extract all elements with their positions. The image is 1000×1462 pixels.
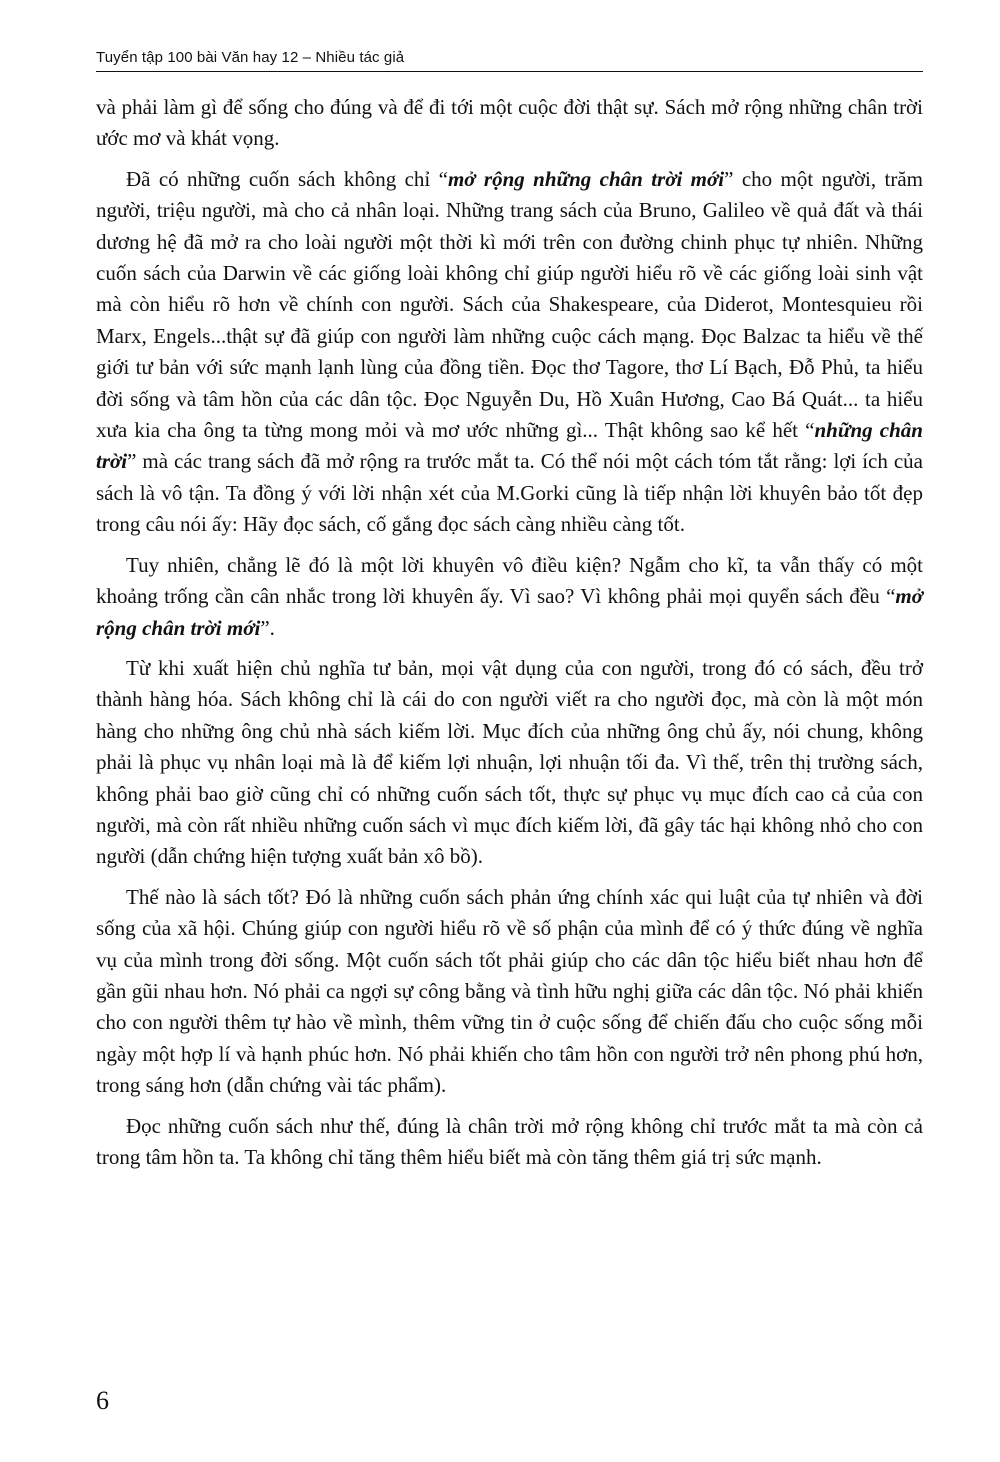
emphasis-phrase: mở rộng những chân trời mới [447, 166, 725, 191]
emphasis-phrase: những chân trời [96, 418, 923, 474]
paragraph-2: Đã có những cuốn sách không chỉ “mở rộng những chân trời mới” cho một người, trăm người, triệu người, mà cho cả nhân loại. Những trang sách của Bruno, Galileo về quả đất và thái dương hệ đã mở ra cho loài người một thời kì mới trên con đường chinh phục tự nhiên. Những cuốn sách của Darwin về các giống loài không chỉ giúp người hiểu rõ về các giống loài sinh vật mà còn hiểu rõ hơn về chính con người. Sách của Shakespeare, của Diderot, Montesquieu rồi Marx, Engels...thật sự đã giúp con người làm những cuộc cách mạng. Đọc Balzac ta hiểu về thế giới tư bản với sức mạnh lạnh lùng của đồng tiền. Đọc thơ Tagore, thơ Lí Bạch, Đỗ Phủ, ta hiểu đời sống và tâm hồn của các dân tộc. Đọc Nguyễn Du, Hồ Xuân Hương, Cao Bá Quát... ta hiểu xưa kia cha ông ta từng mong mỏi và mơ ước những gì... Thật không sao kể hết “những chân trời” mà các trang sách đã mở rộng ra trước mắt ta. Có thể nói một cách tóm tắt rằng: lợi ích của sách là vô tận. Ta đồng ý với lời nhận xét của M.Gorki cũng là tiếp nhận lời khuyên bảo tốt đẹp trong câu nói ấy: Hãy đọc sách, cố gắng đọc sách càng nhiều càng tốt. [96, 166, 923, 537]
emphasis-phrase: mở rộng chân trời mới [96, 584, 923, 640]
body-text [96, 92, 923, 1182]
paragraph-5: Thế nào là sách tốt? Đó là những cuốn sách phản ứng chính xác qui luật của tự nhiên và đời sống của xã hội. Chúng giúp con người hiểu rõ về số phận của mình để có ý thức đúng về nghĩa vụ của mình trong đời sống. Một cuốn sách tốt phải giúp cho các dân tộc hiểu biết nhau hơn để gần gũi nhau hơn. Nó phải ca ngợi sự công bằng và tình hữu nghị giữa các dân tộc. Nó phải khiến cho con người thêm tự hào về mình, thêm vững tin ở cuộc sống để chiến đấu cho cuộc sống mỗi ngày một hợp lí và hạnh phúc hơn. Nó phải khiến cho tâm hồn con người trở nên phong phú hơn, trong sáng hơn (dẫn chứng vài tác phẩm). [96, 884, 923, 1098]
paragraph-6: Đọc những cuốn sách như thế, đúng là chân trời mở rộng không chỉ trước mắt ta mà còn cả trong tâm hồn ta. Ta không chỉ tăng thêm hiểu biết mà còn tăng thêm giá trị sức mạnh. [96, 1113, 923, 1169]
header-rule [96, 71, 923, 72]
paragraph-3: Tuy nhiên, chẳng lẽ đó là một lời khuyên vô điều kiện? Ngẫm cho kĩ, ta vẫn thấy có một khoảng trống cần cân nhắc trong lời khuyên ấy. Vì sao? Vì không phải mọi quyển sách đều “mở rộng chân trời mới”. [96, 552, 923, 640]
paragraph-4: Từ khi xuất hiện chủ nghĩa tư bản, mọi vật dụng của con người, trong đó có sách, đều trở thành hàng hóa. Sách không chỉ là cái do con người viết ra cho người đọc, mà còn là một món hàng cho những ông chủ nhà sách kiếm lời. Mục đích của những ông chủ ấy, nói chung, không phải là phục vụ nhân loại mà là để kiếm lợi nhuận, lợi nhuận tối đa. Vì thế, trên thị trường sách, không phải bao giờ cũng chỉ có những cuốn sách tốt, thực sự phục vụ mục đích cao cả của con người, mà còn rất nhiều những cuốn sách vì mục đích kiếm lời, đã gây tác hại không nhỏ cho con người (dẫn chứng hiện tượng xuất bản xô bồ). [96, 655, 923, 869]
paragraph-1: và phải làm gì để sống cho đúng và để đi tới một cuộc đời thật sự. Sách mở rộng những chân trời ước mơ và khát vọng. [96, 95, 923, 151]
page-number: 6 [96, 1386, 109, 1415]
running-header: Tuyển tập 100 bài Văn hay 12 – Nhiều tác giả [96, 49, 405, 66]
